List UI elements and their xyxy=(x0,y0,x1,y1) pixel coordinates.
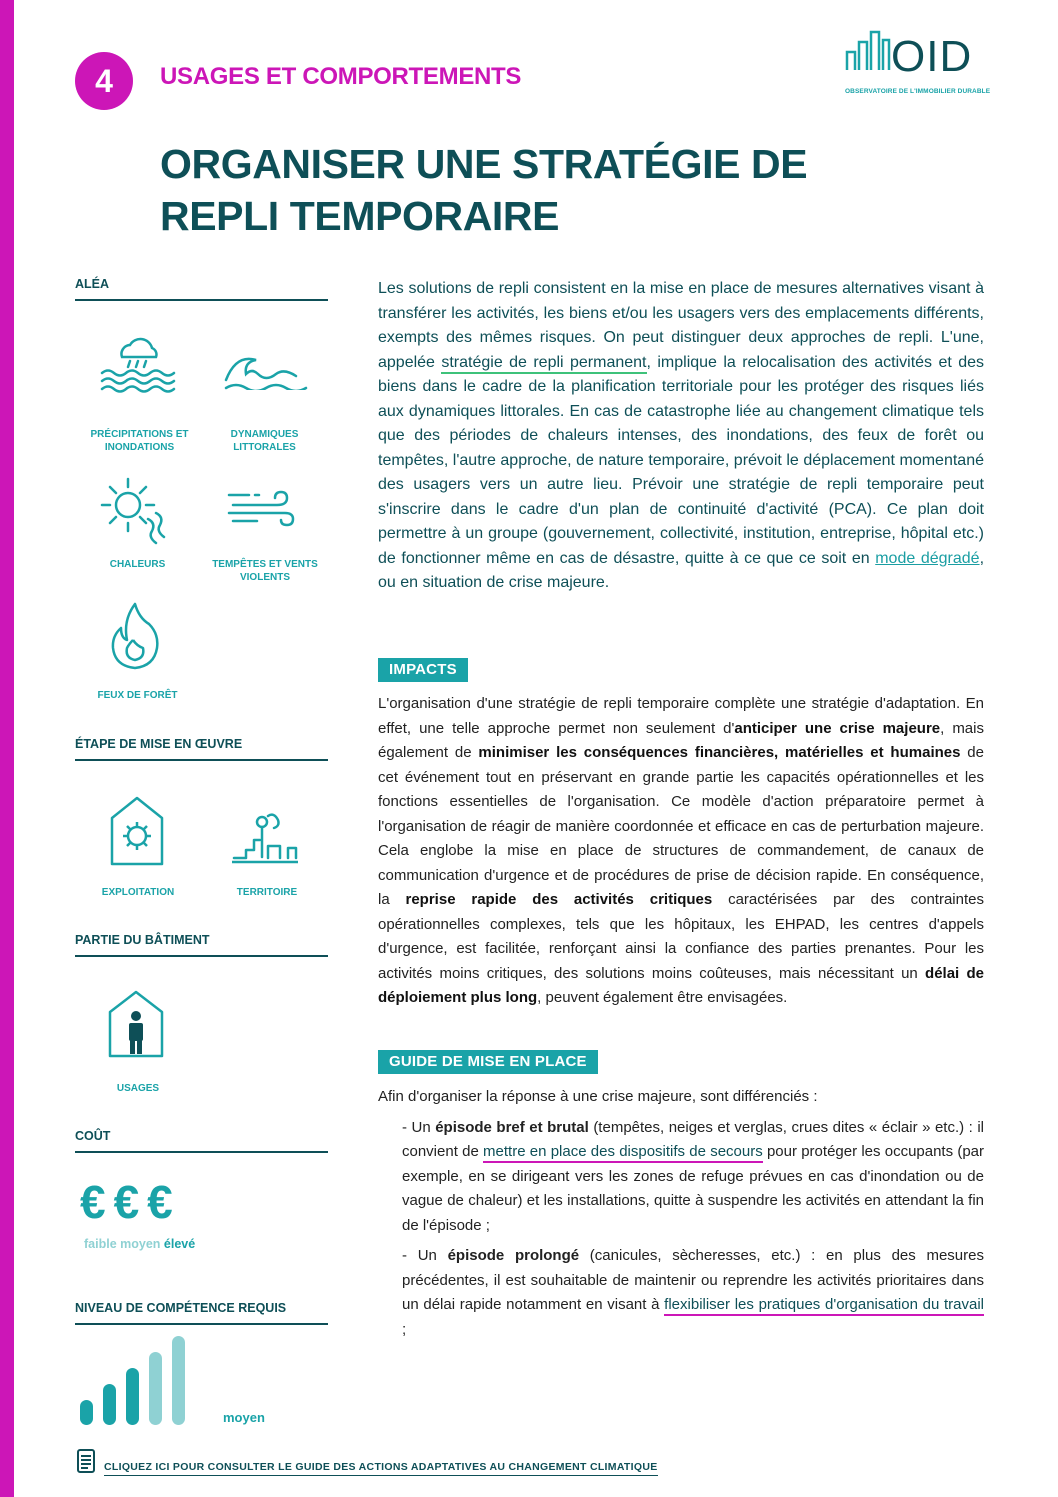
sun-heat-icon xyxy=(98,475,168,545)
territory-icon xyxy=(232,810,298,864)
competence-heading: NIVEAU DE COMPÉTENCE REQUIS xyxy=(75,1301,328,1325)
cost-legend-high: élevé xyxy=(163,1237,196,1251)
cout-heading: COÛT xyxy=(75,1129,328,1153)
guide-bullet-2 xyxy=(402,1244,984,1342)
competence-bar-1 xyxy=(80,1400,93,1425)
competence-bar-2 xyxy=(103,1384,116,1425)
person-house-icon xyxy=(108,990,164,1058)
bullet1-text-1: - Un xyxy=(402,1118,436,1136)
footer-guide-link[interactable]: CLIQUEZ ICI POUR CONSULTER LE GUIDE DES ACTIONS ADAPTATIVES AU CHANGEMENT CLIMATIQUE xyxy=(104,1461,658,1476)
chapter-title: USAGES ET COMPORTEMENTS xyxy=(160,63,522,90)
bullet2-text-2: (canicules, sècheresses, etc.) : en plus des mesures précédentes, il est souhaitable de maintenir ou reprendre les activités prioritaires dans un délai rapide notamment en visant à xyxy=(402,1247,984,1313)
impacts-bold-3: reprise rapide des activités critiques xyxy=(405,891,713,908)
page-title-line-2: REPLI TEMPORAIRE xyxy=(160,193,560,239)
etape-label-territoire: TERRITOIRE xyxy=(236,887,298,898)
impacts-paragraph xyxy=(378,692,984,1011)
etape-heading: ÉTAPE DE MISE EN ŒUVRE xyxy=(75,737,328,761)
alea-label-feux: FEUX DE FORÊT xyxy=(97,690,178,701)
bullet1-bold: épisode bref et brutal xyxy=(435,1118,589,1136)
bullet2-bold: épisode prolongé xyxy=(447,1247,580,1264)
guide-bullet-1 xyxy=(402,1116,984,1239)
impacts-bold-2: minimiser les conséquences financières, matérielles et humaines xyxy=(478,744,961,761)
impacts-bold-4: délai de déploiement plus long xyxy=(378,964,984,1006)
alea-label-dynamiques: DYNAMIQUES LITTORALES xyxy=(230,429,299,453)
link-strategie-repli-permanent[interactable]: stratégie de repli permanent xyxy=(441,354,646,374)
intro-paragraph xyxy=(378,277,984,596)
impacts-bold-1: anticiper une crise majeure xyxy=(734,719,941,737)
impacts-text-2: , mais également de xyxy=(378,719,984,761)
cost-legend-low: faible xyxy=(84,1237,117,1251)
wave-icon xyxy=(222,348,312,390)
competence-level-label: moyen xyxy=(223,1410,265,1425)
competence-bar-4 xyxy=(149,1352,162,1425)
document-icon[interactable] xyxy=(76,1448,96,1474)
partie-heading: PARTIE DU BÂTIMENT xyxy=(75,933,328,957)
guide-section xyxy=(378,1085,984,1342)
rain-flood-icon xyxy=(98,335,180,395)
link-flexibiliser-pratiques[interactable]: flexibiliser les pratiques d'organisation du travail xyxy=(664,1296,984,1316)
competence-bar-5 xyxy=(172,1336,185,1425)
fire-icon xyxy=(107,600,163,670)
alea-label-precipitations: PRÉCIPITATIONS ET INONDATIONS xyxy=(90,429,189,453)
wind-icon xyxy=(225,487,305,527)
logo-text: OID xyxy=(891,32,973,81)
bullet1-text-2: (tempêtes, neiges et verglas, crues dites « éclair » etc.) : il convient de xyxy=(402,1118,984,1160)
partie-label-usages: USAGES xyxy=(116,1083,160,1094)
building-gear-icon xyxy=(110,796,164,866)
impacts-text-3: de cet événement tout en préservant en grande partie les capacités opérationnelles et les fonctions essentielles de l'organisation. Ce modèle d'action préparatoire permet à l'organisation de réagir de manière coordonnée et efficace en cas de perturbation majeure. Cela englobe la mise en place de structures de commandement, de canaux de communication d'urgence et de procédures de prise de décision rapide. En conséquence, la xyxy=(378,744,984,908)
intro-text-1: Les solutions de repli consistent en la mise en place de mesures alternatives visant à transférer les activités, les biens et/ou les usagers vers des emplacements différents, exempts des mêmes risques. On peut distinguer deux approches de repli. L'une, appelée xyxy=(378,280,984,371)
chapter-number-badge: 4 xyxy=(75,52,133,110)
page-title xyxy=(160,138,940,242)
left-accent-bar xyxy=(0,0,14,1497)
competence-level-bars xyxy=(80,1330,210,1425)
guide-intro: Afin d'organiser la réponse à une crise majeure, sont différenciés : xyxy=(378,1088,818,1105)
guide-heading: GUIDE DE MISE EN PLACE xyxy=(378,1050,598,1074)
cost-symbols: €€€ xyxy=(80,1176,181,1228)
cost-legend xyxy=(84,1237,195,1251)
alea-label-chaleurs: CHALEURS xyxy=(109,559,166,570)
impacts-text-5: , peuvent également être envisagées. xyxy=(537,989,788,1006)
impacts-text-1: L'organisation d'une stratégie de repli temporaire complète une stratégie d'adaptation. En effet, une telle approche permet non seulement d' xyxy=(378,695,984,737)
alea-heading: ALÉA xyxy=(75,277,328,301)
link-dispositifs-secours[interactable]: mettre en place des dispositifs de secours xyxy=(483,1143,763,1163)
bullet2-text-3: ; xyxy=(402,1320,407,1338)
bullet2-text-1: - Un xyxy=(402,1247,448,1264)
alea-label-tempetes: TEMPÊTES ET VENTS VIOLENTS xyxy=(212,559,318,583)
page-title-line-1: ORGANISER UNE STRATÉGIE DE xyxy=(160,141,808,187)
intro-text-2: , implique la relocalisation des activités et des biens dans le cadre de la planification territoriale pour les protéger des risques liés aux dynamiques littorales. En cas de catastrophe liée au changement climatique tels que des périodes de chaleurs intenses, des inondations, des feux de forêt ou tempêtes, l'autre approche, de nature temporaire, prévoit le déplacement momentané des usagers vers un autre lieu. Prévoir une stratégie de repli temporaire peut s'inscrire dans le cadre d'un plan de continuité d'activité (PCA). Ce plan doit permettre à un groupe (gouvernement, collectivité, institution, entreprise, hôpital etc.) de fonctionner même en cas de désastre, quitte à ce que ce soit en xyxy=(378,353,984,567)
logo-tagline: OBSERVATOIRE DE L'IMMOBILIER DURABLE xyxy=(845,88,991,95)
intro-text-3: , ou en situation de crise majeure. xyxy=(378,549,985,591)
etape-label-exploitation: EXPLOITATION xyxy=(101,887,175,898)
impacts-text-4: caractérisées par des contraintes opérationnelles complexes, tels que les hôpitaux, les EHPAD, les centres d'appels d'urgence, est facilitée, renforçant ainsi la confiance des parties prenantes. Pour les activités moins critiques, des solutions moins coûteuses, mais nécessitant un xyxy=(378,891,984,982)
link-mode-degrade[interactable]: mode dégradé xyxy=(875,549,980,567)
competence-bar-3 xyxy=(126,1368,139,1425)
cost-legend-mid: moyen xyxy=(120,1237,161,1251)
bullet1-text-3: pour protéger les occupants (par exemple, en se dirigeant vers les zones de refuge prévues en cas d'inondation ou de vague de chaleur) et les installations, quitte à suspendre les activités en attendant la fin de l'épisode ; xyxy=(402,1143,985,1234)
impacts-heading: IMPACTS xyxy=(378,658,468,682)
